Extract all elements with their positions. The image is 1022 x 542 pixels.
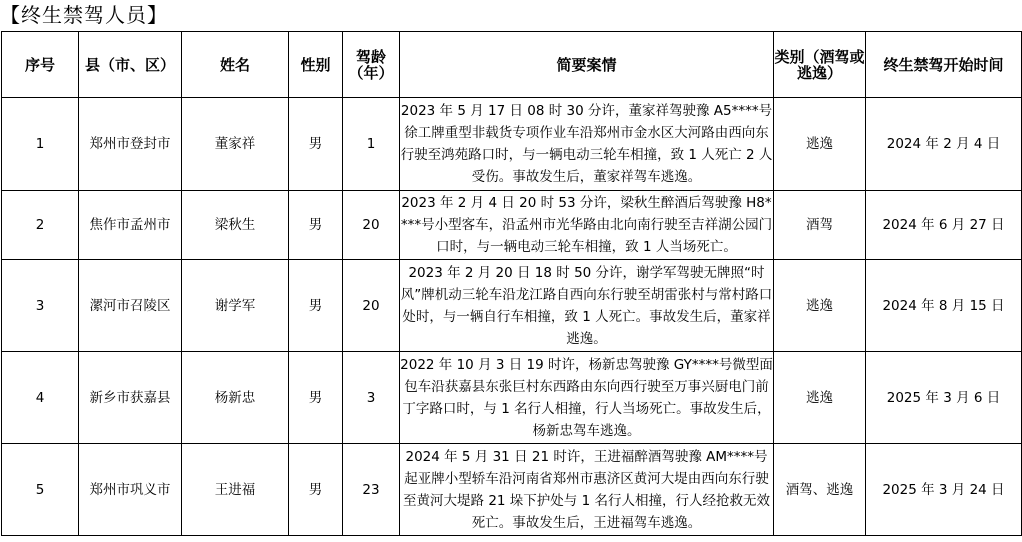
cell-category: 逃逸 [774, 98, 866, 191]
cell-driving-years: 20 [343, 260, 400, 352]
cell-index: 3 [2, 260, 79, 352]
header-index: 序号 [2, 32, 79, 98]
cell-index: 5 [2, 444, 79, 536]
cell-ban-start: 2024 年 2 月 4 日 [866, 98, 1022, 191]
cell-driving-years: 1 [343, 98, 400, 191]
cell-ban-start: 2025 年 3 月 24 日 [866, 444, 1022, 536]
cell-index: 1 [2, 98, 79, 191]
table-row [2, 191, 1022, 260]
header-gender: 性别 [289, 32, 343, 98]
cell-index: 4 [2, 352, 79, 444]
cell-summary: 2023 年 5 月 17 日 08 时 30 分许，董家祥驾驶豫 A5****号徐工牌重型非载货专项作业车沿郑州市金水区大河路由西向东行驶至鸿苑路口时，与一辆电动三轮车相撞，致 1 人死亡 2 人受伤。事故发生后，董家祥驾车逃逸。 [400, 98, 774, 191]
banned-drivers-table [1, 31, 1022, 536]
cell-ban-start: 2024 年 8 月 15 日 [866, 260, 1022, 352]
cell-county: 漯河市召陵区 [79, 260, 182, 352]
cell-ban-start: 2025 年 3 月 6 日 [866, 352, 1022, 444]
cell-gender: 男 [289, 191, 343, 260]
table-row [2, 444, 1022, 536]
cell-county: 郑州市登封市 [79, 98, 182, 191]
page-title: 【终生禁驾人员】 [0, 3, 168, 27]
cell-category: 逃逸 [774, 352, 866, 444]
cell-gender: 男 [289, 98, 343, 191]
cell-summary: 2023 年 2 月 4 日 20 时 53 分许，梁秋生醉酒后驾驶豫 H8****号小型客车，沿孟州市光华路由北向南行驶至吉祥湖公园门口时，与一辆电动三轮车相撞，致 1 人当场死亡。 [400, 191, 774, 260]
table-row [2, 352, 1022, 444]
cell-name: 谢学军 [182, 260, 289, 352]
table-row [2, 260, 1022, 352]
header-ban-start: 终生禁驾开始时间 [866, 32, 1022, 98]
cell-driving-years: 3 [343, 352, 400, 444]
cell-county: 焦作市孟州市 [79, 191, 182, 260]
header-category: 类别（酒驾或逃逸） [774, 32, 866, 98]
cell-gender: 男 [289, 260, 343, 352]
cell-name: 杨新忠 [182, 352, 289, 444]
cell-gender: 男 [289, 444, 343, 536]
table-header-row [2, 32, 1022, 98]
cell-ban-start: 2024 年 6 月 27 日 [866, 191, 1022, 260]
cell-summary: 2024 年 5 月 31 日 21 时许，王进福醉酒驾驶豫 AM****号起亚牌小型轿车沿河南省郑州市惠济区黄河大堤由西向东行驶至黄河大堤路 21 垛下护处与 1 名行人相撞，行人经抢救无效死亡。事故发生后，王进福驾车逃逸。 [400, 444, 774, 536]
cell-driving-years: 20 [343, 191, 400, 260]
header-summary: 简要案情 [400, 32, 774, 98]
cell-gender: 男 [289, 352, 343, 444]
cell-summary: 2022 年 10 月 3 日 19 时许，杨新忠驾驶豫 GY****号微型面包车沿获嘉县东张巨村东西路由东向西行驶至万事兴厨电门前丁字路口时，与 1 名行人相撞，行人当场死亡。事故发生后，杨新忠驾车逃逸。 [400, 352, 774, 444]
cell-category: 酒驾、逃逸 [774, 444, 866, 536]
header-county: 县（市、区） [79, 32, 182, 98]
cell-name: 梁秋生 [182, 191, 289, 260]
cell-county: 新乡市获嘉县 [79, 352, 182, 444]
cell-county: 郑州市巩义市 [79, 444, 182, 536]
cell-summary: 2023 年 2 月 20 日 18 时 50 分许，谢学军驾驶无牌照“时风”牌机动三轮车沿龙江路自西向东行驶至胡雷张村与常村路口处时，与一辆自行车相撞，致 1 人死亡。事故发生后，董家祥逃逸。 [400, 260, 774, 352]
cell-driving-years: 23 [343, 444, 400, 536]
cell-category: 逃逸 [774, 260, 866, 352]
header-driving-years: 驾龄（年） [343, 32, 400, 98]
cell-name: 王进福 [182, 444, 289, 536]
header-name: 姓名 [182, 32, 289, 98]
cell-index: 2 [2, 191, 79, 260]
cell-category: 酒驾 [774, 191, 866, 260]
cell-name: 董家祥 [182, 98, 289, 191]
table-row [2, 98, 1022, 191]
